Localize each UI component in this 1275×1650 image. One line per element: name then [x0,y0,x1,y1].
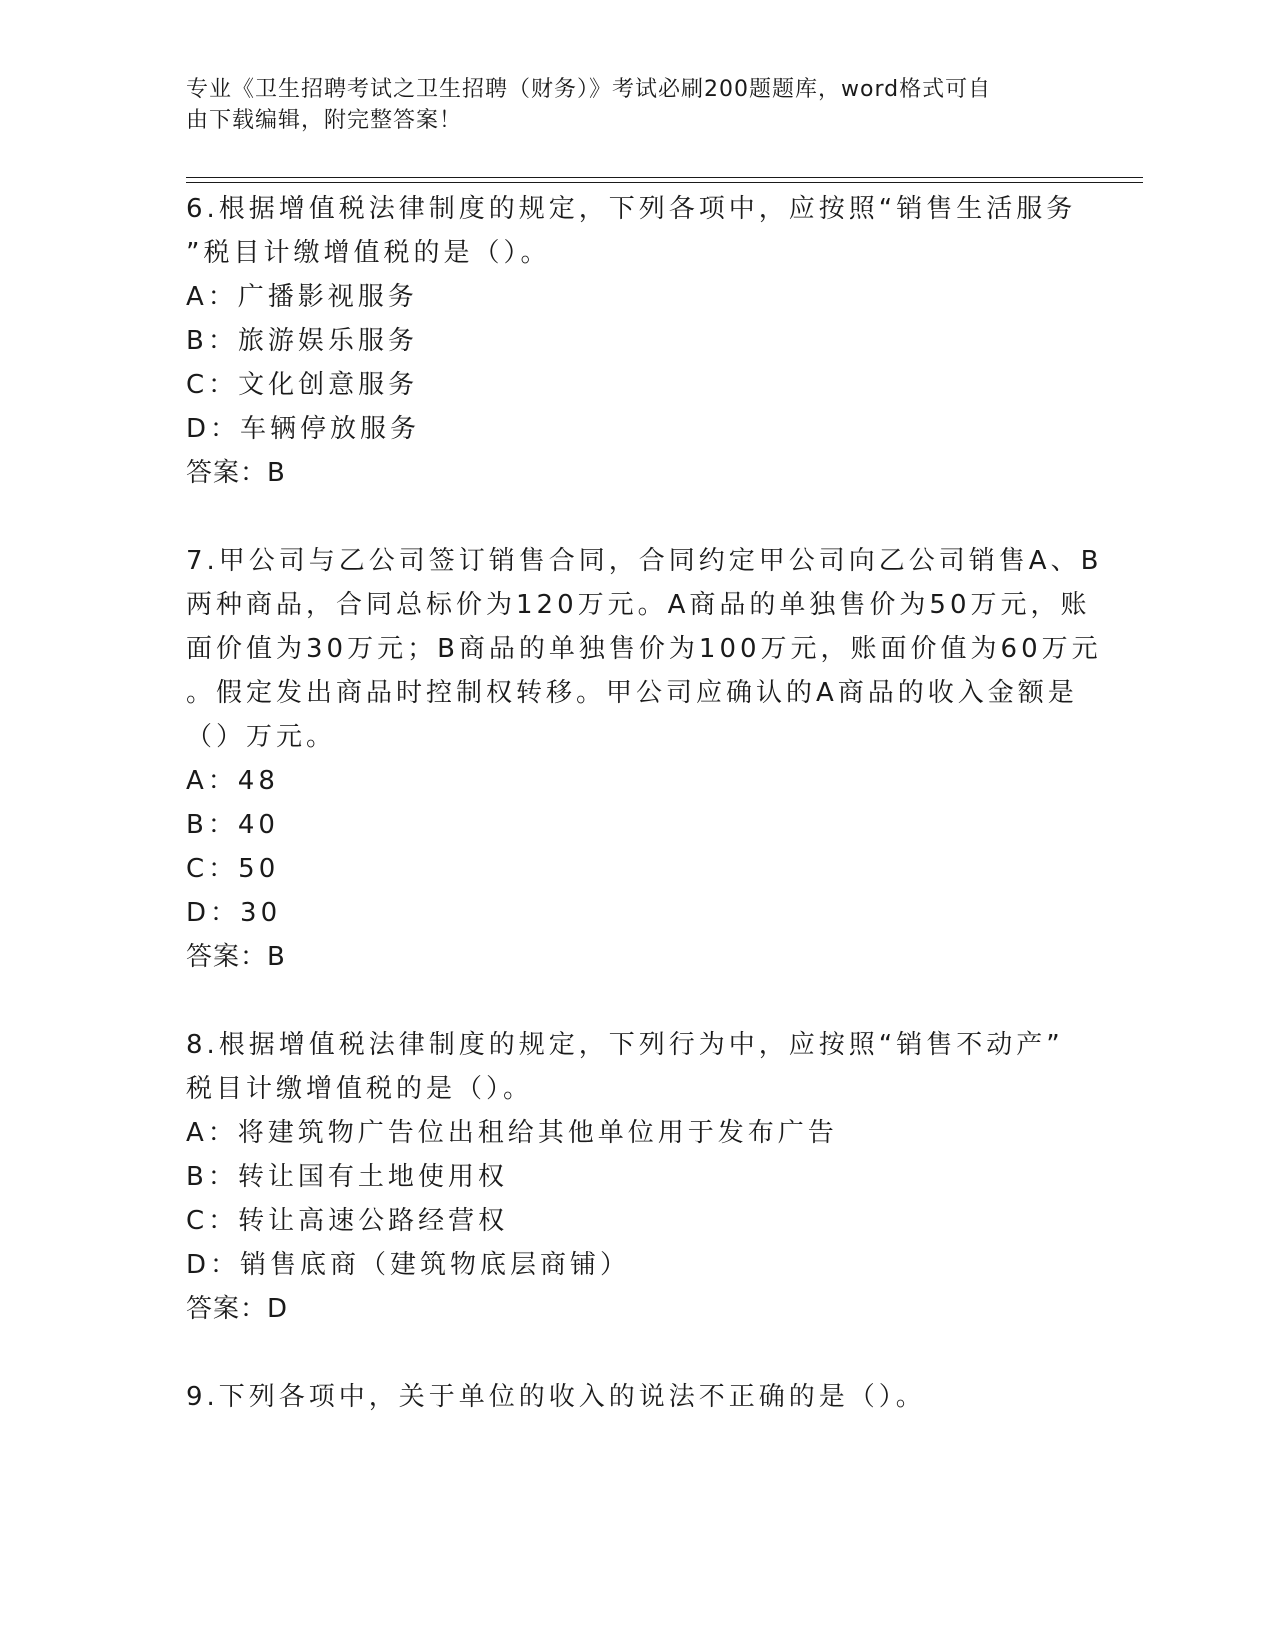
question-6-text-line-1: 6.根据增值税法律制度的规定，下列各项中，应按照“销售生活服务 [186,194,1077,224]
question-6-answer: 答案：B [186,458,286,488]
question-8-option-a: A：将建筑物广告位出租给其他单位用于发布广告 [186,1118,838,1148]
header-line-2: 由下载编辑，附完整答案！ [186,108,463,133]
document-header [186,74,1066,136]
header-line-1: 专业《卫生招聘考试之卫生招聘（财务）》考试必刷200题题库，word格式可自 [186,77,992,102]
question-7-option-d: D：30 [186,898,282,928]
question-7-text-line-2: 两种商品，合同总标价为120万元。A商品的单独售价为50万元，账 [186,590,1091,620]
question-9-text-line-1: 9.下列各项中，关于单位的收入的说法不正确的是（）。 [186,1382,926,1412]
question-6-option-d: D：车辆停放服务 [186,414,421,444]
question-7-option-b: B：40 [186,810,279,840]
header-divider-top [186,177,1143,178]
question-7-text-line-3: 面价值为30万元；B商品的单独售价为100万元，账面价值为60万元 [186,634,1102,664]
question-7-text-line-1: 7.甲公司与乙公司签订销售合同，合同约定甲公司向乙公司销售A、B [186,546,1103,576]
question-7-text-line-5: （）万元。 [186,722,337,752]
question-8-option-c: C：转让高速公路经营权 [186,1206,509,1236]
question-8-option-d: D：销售底商（建筑物底层商铺） [186,1250,631,1280]
question-6-option-c: C：文化创意服务 [186,370,419,400]
question-8-option-b: B：转让国有土地使用权 [186,1162,508,1192]
question-7-text-line-4: 。假定发出商品时控制权转移。甲公司应确认的A商品的收入金额是 [186,678,1078,708]
question-6-option-b: B：旅游娱乐服务 [186,326,418,356]
question-8-text-line-2: 税目计缴增值税的是（）。 [186,1074,534,1104]
question-7-answer: 答案：B [186,942,286,972]
question-6-text-line-2: ”税目计缴增值税的是（）。 [186,238,551,268]
header-divider-bottom [186,182,1143,183]
question-7-option-c: C：50 [186,854,280,884]
question-6-option-a: A：广播影视服务 [186,282,418,312]
question-8-answer: 答案：D [186,1294,289,1324]
question-8-text-line-1: 8.根据增值税法律制度的规定，下列行为中，应按照“销售不动产” [186,1030,1064,1060]
question-7-option-a: A：48 [186,766,279,796]
